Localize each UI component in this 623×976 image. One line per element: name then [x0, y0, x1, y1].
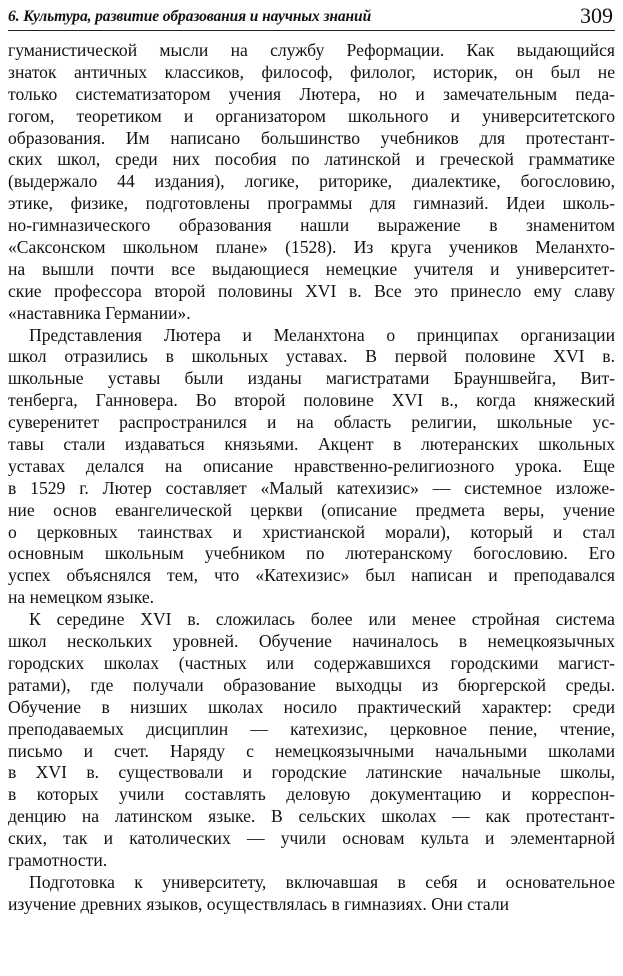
text-line: письмо и счет. Наряду с немецкоязычными начальными школами	[8, 740, 615, 761]
text-line: школ нескольких уровней. Обучение начиналось в немецкоязычных	[8, 631, 615, 652]
text-line: на вышли почти все выдающиеся немецкие учителя и университет-	[8, 258, 615, 279]
text-line: ские профессора второй половины XVI в. Все это принесло ему славу	[8, 280, 615, 301]
text-line: «Саксонском школьном плане» (1528). Из круга учеников Меланхто-	[8, 237, 615, 258]
text-line: знаток античных классиков, философ, филолог, историк, он был не	[8, 61, 615, 82]
text-line: К середине XVI в. сложилась более или менее стройная система	[29, 609, 615, 630]
text-line: тенберга, Ганновера. Во второй половине XVI в., когда княжеский	[8, 390, 615, 411]
running-title: 6. Культура, развитие образования и научных знаний	[8, 8, 372, 25]
text-line: ние основ евангелической церкви (описание предмета веры, учение	[8, 499, 615, 520]
text-line: гуманистической мысли на службу Реформации. Как выдающийся	[8, 40, 615, 60]
text-line: основным школьным учебником по лютеранскому богословию. Его	[8, 543, 615, 564]
paragraph	[8, 40, 615, 325]
text-line: уставах делался на описание нравственно-религиозного урока. Еще	[8, 455, 615, 476]
text-line: школьные уставы были изданы магистратами Брауншвейга, Вит-	[8, 368, 615, 389]
text-line: Обучение в низших школах носило практический характер: среди	[8, 696, 615, 717]
paragraph	[8, 872, 615, 916]
text-line: Представления Лютера и Меланхтона о принципах организации	[29, 324, 615, 345]
text-line: изучение древних языков, осуществлялась в гимназиях. Они стали	[8, 893, 510, 914]
body-text	[8, 40, 615, 916]
text-line: в XVI в. существовали и городские латинские начальные школы,	[8, 762, 615, 783]
text-line: суверенитет распространился и на область религии, школьные ус-	[8, 412, 615, 433]
text-line: «наставника Германии».	[8, 302, 191, 323]
text-line: но-гимназического образования нашли выражение в знаменитом	[8, 215, 615, 236]
text-line: ратами), где получали образование выходцы из бюргерской среды.	[8, 674, 615, 695]
text-line: о церковных таинствах и христианской морали), который и стал	[8, 521, 615, 542]
text-line: гогом, теоретиком и организатором школьного и университетского	[8, 105, 615, 126]
running-header	[8, 4, 615, 31]
text-line: успех объяснялся тем, что «Катехизис» был написан и преподавался	[8, 565, 615, 586]
text-line: ских школ, среди них пособия по латинской и греческой грамматике	[8, 149, 615, 170]
text-line: грамотности.	[8, 849, 108, 870]
text-line: Подготовка к университету, включавшая в себя и основательное	[29, 871, 615, 892]
text-line: только систематизатором учения Лютера, но и замечательным педа-	[8, 83, 615, 104]
text-line: этике, физике, подготовлены программы для гимназий. Идеи школь-	[8, 193, 615, 214]
text-line: (выдержало 44 издания), логике, риторике, диалектике, богословию,	[8, 171, 615, 192]
paragraph	[8, 325, 615, 610]
text-line: школ отразились в школьных уставах. В первой половине XVI в.	[8, 346, 615, 367]
text-line: в 1529 г. Лютер составляет «Малый катехизис» — системное изложе-	[8, 477, 615, 498]
text-line: ских, так и католических — учили основам культа и элементарной	[8, 828, 615, 849]
text-line: тавы стали издаваться князьями. Акцент в лютеранских школьных	[8, 434, 615, 455]
text-line: преподаваемых дисциплин — катехизис, церковное пение, чтение,	[8, 718, 615, 739]
paragraph	[8, 609, 615, 872]
text-line: денцию на латинском языке. В сельских школах — как протестант-	[8, 806, 615, 827]
text-line: образования. Им написано большинство учебников для протестант-	[8, 127, 615, 148]
text-line: городских школах (частных или содержавшихся городскими магист-	[8, 652, 615, 673]
text-line: в которых учили составлять деловую документацию и корреспон-	[8, 784, 615, 805]
text-line: на немецком языке.	[8, 587, 155, 608]
page-number: 309	[580, 3, 613, 28]
